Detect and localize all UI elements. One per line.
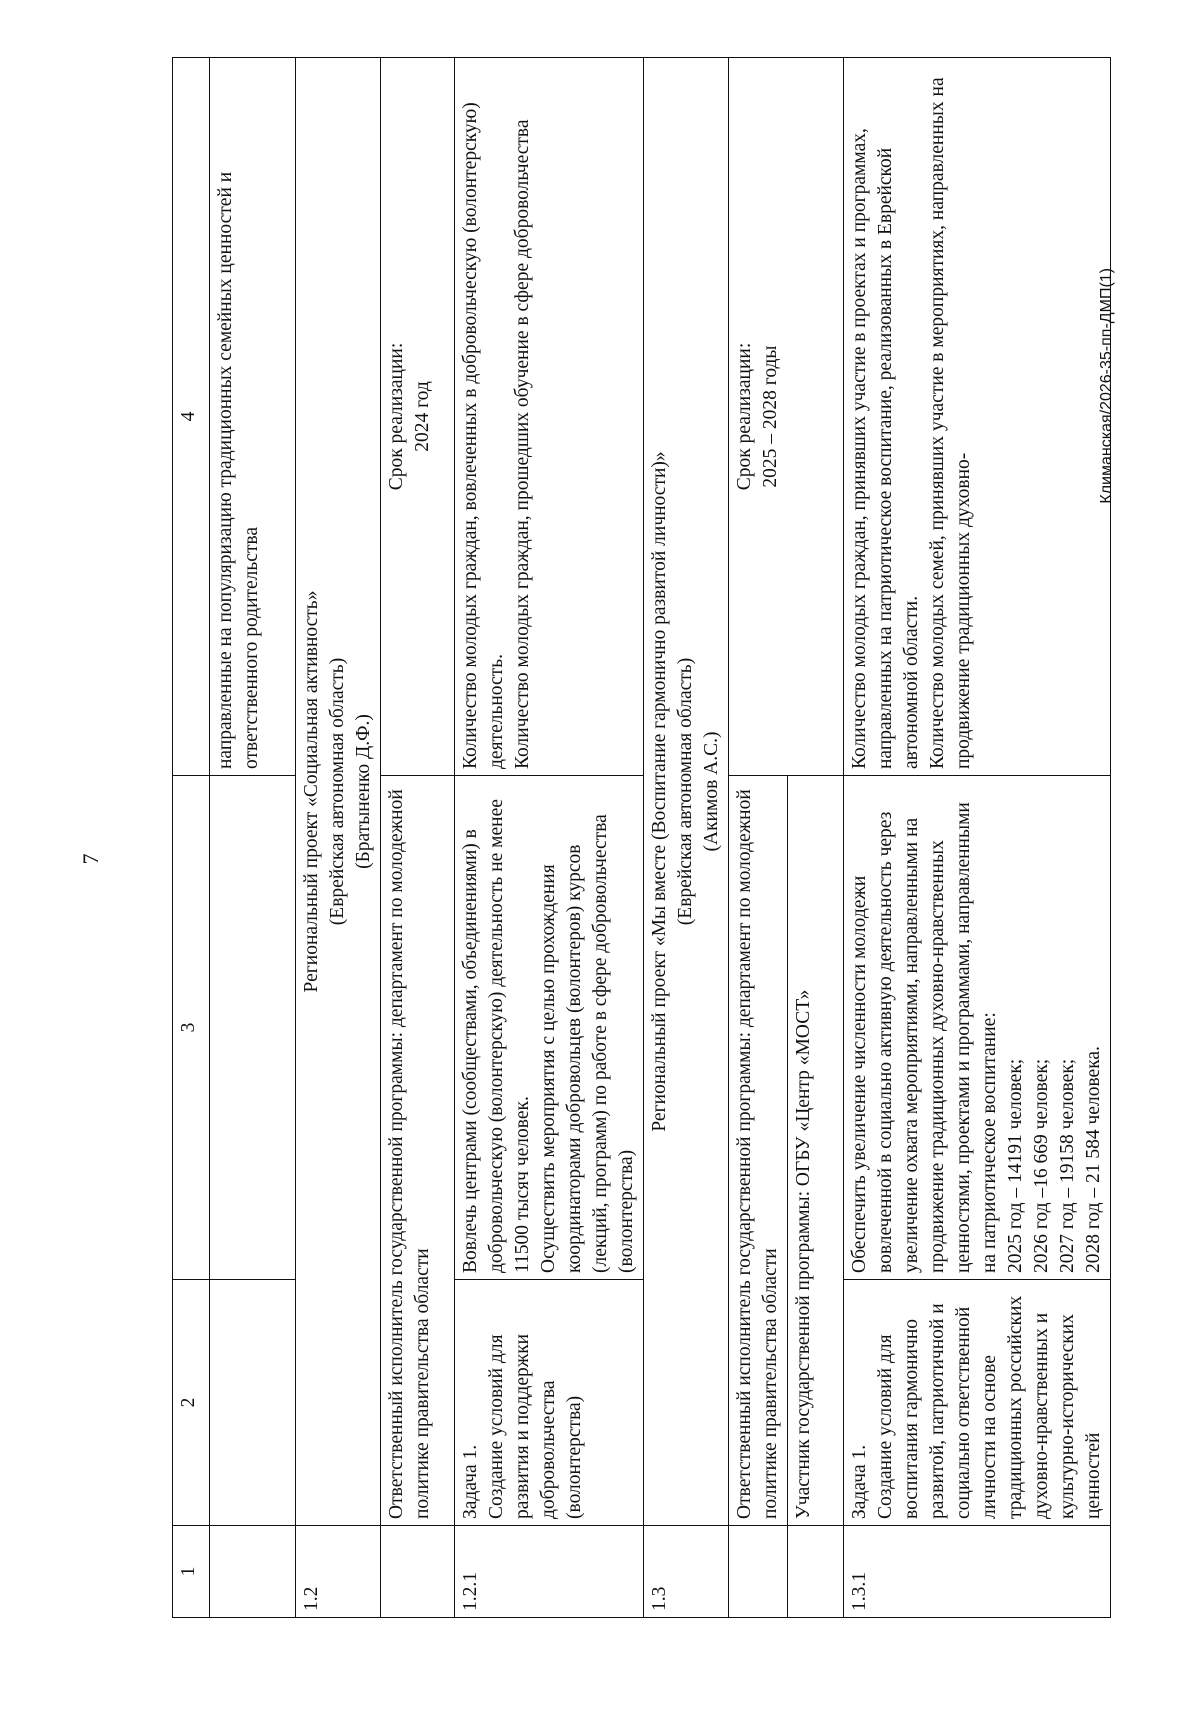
cell-empty <box>210 1280 296 1526</box>
cell-term: Срок реализации: 2025 – 2028 годы <box>729 58 844 776</box>
cell-term: Срок реализации: 2024 год <box>381 58 455 776</box>
cell-number: 1.3 <box>644 1526 729 1618</box>
table-row-1-3-1 <box>844 58 1111 1618</box>
table-row-1-2-1 <box>455 58 644 1618</box>
table-row-executor-1-3 <box>729 58 788 1618</box>
cell-empty <box>729 1526 788 1618</box>
cell-number: 1.2.1 <box>455 1526 644 1618</box>
program-table <box>172 57 1111 1618</box>
table-row-section-1-3 <box>644 58 729 1618</box>
table-row-section-1-2 <box>296 58 381 1618</box>
cell-continuation-text: направленные на популяризацию традиционных семейных ценностей и ответственного родительства <box>210 58 296 776</box>
project-title-line1: Региональный проект «Мы вместе (Воспитание гармонично развитой личности)» <box>649 451 670 1132</box>
project-title-line1: Региональный проект «Социальная активность» <box>301 590 322 993</box>
cell-empty <box>210 776 296 1280</box>
table-row-executor-1-2 <box>381 58 455 1618</box>
rotated-table-wrapper <box>172 58 1104 1618</box>
cell-participant: Участник государственной программы: ОГБУ «Центр «МОСТ» <box>788 776 844 1526</box>
cell-task: Задача 1. Создание условий для развития и поддержки добровольчества (волонтерства) <box>455 1280 644 1526</box>
cell-empty <box>381 1526 455 1618</box>
cell-task: Задача 1. Создание условий для воспитания гармонично развитой, патриотичной и социально ответственной личности на основе традиционных российских духовно-нравственных и культурно-исторических ценностей <box>844 1280 1111 1526</box>
cell-actions: Вовлечь центрами (сообществами, объединениями) в добровольческую (волонтерскую) деятельность не менее 11500 тысяч человек. Осуществить мероприятия с целью прохождения координаторами добровольцев (волонтеров) курсов (лекций, программ) по работе в сфере добровольчества (волонтерства) <box>455 776 644 1280</box>
cell-actions: Обеспечить увеличение численности молодежи вовлеченной в социально активную деятельность через увеличение охвата мероприятиями, направленными на продвижение традиционных духовно-нравственных ценностями, проектами и программами, направленными на патриотическое воспитание: 2025 год – 14191 человек; 2026 год –16 669 человек; 2027 год – 19158 человек; 2028 год – 21 584 человека. <box>844 776 1111 1280</box>
cell-executor: Ответственный исполнитель государственной программы: департамент по молодежной политике правительства области <box>381 776 455 1526</box>
project-title-line3: (Братыненко Д.Ф.) <box>353 714 374 869</box>
cell-results: Количество молодых граждан, принявших участие в проектах и программах, направленных на патриотическое воспитание, реализованных в Еврейской автономной области. Количество молодых семей, принявших участие в мероприятиях, направленных на продвижение традиционных духовно- <box>844 58 1111 776</box>
header-col-3: 3 <box>173 776 210 1280</box>
cell-executor: Ответственный исполнитель государственной программы: департамент по молодежной политике правительства области <box>729 776 788 1526</box>
header-col-2: 2 <box>173 1280 210 1526</box>
cell-empty <box>210 1526 296 1618</box>
cell-results: Количество молодых граждан, вовлеченных в добровольческую (волонтерскую) деятельность. Количество молодых граждан, прошедших обучение в сфере добровольчества <box>455 58 644 776</box>
cell-project-title <box>296 58 381 1526</box>
cell-project-title <box>644 58 729 1526</box>
document-footer: Климанская/2026-35-пп-ДМП(1) <box>1098 268 1115 504</box>
project-title-line3: (Акимов А.С.) <box>701 731 722 852</box>
cell-number: 1.3.1 <box>844 1526 1111 1618</box>
header-col-1: 1 <box>173 1526 210 1618</box>
page-number: 7 <box>78 853 103 865</box>
header-col-4: 4 <box>173 58 210 776</box>
table-header-row <box>173 58 210 1618</box>
table-row-continuation <box>210 58 296 1618</box>
cell-number: 1.2 <box>296 1526 381 1618</box>
project-title-line2: (Еврейская автономная область) <box>327 657 348 926</box>
project-title-line2: (Еврейская автономная область) <box>675 657 696 926</box>
cell-empty <box>788 1526 844 1618</box>
